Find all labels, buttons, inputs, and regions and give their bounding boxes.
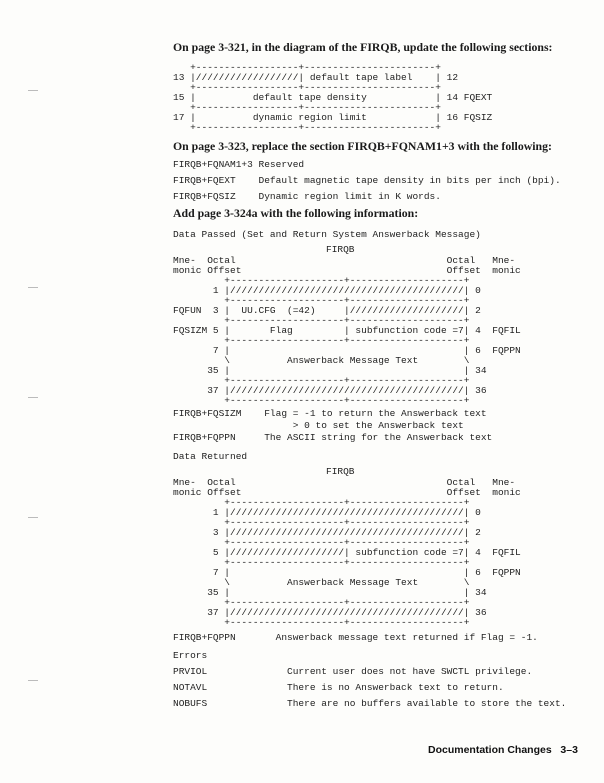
text-line: 7 | | 6 FQPPN	[173, 567, 521, 578]
text-line: +--------------------+--------------------+	[173, 275, 470, 286]
margin-mark	[28, 397, 38, 398]
text-line: Mne- Octal Octal Mne-	[173, 477, 516, 488]
text-line: 35 | | 34	[173, 587, 487, 598]
text-line: 17 | dynamic region limit | 16 FQSIZ	[173, 112, 493, 123]
data-passed-definitions	[173, 408, 492, 444]
text-line: 1 |/////////////////////////////////////////| 0	[173, 285, 481, 296]
text-line: NOTAVL There is no Answerback text to return.	[173, 682, 504, 693]
firqb-diagram-returned	[173, 478, 521, 628]
text-line: > 0 to set the Answerback text	[173, 420, 464, 431]
text-line: Mne- Octal Octal Mne-	[173, 255, 516, 266]
text-line: +------------------+-----------------------+	[173, 82, 441, 93]
text-line: 35 | | 34	[173, 365, 487, 376]
firqb-diagram-update	[173, 63, 492, 133]
text-line: monic Offset Offset monic	[173, 265, 521, 276]
page-footer: Documentation Changes 3–3	[428, 744, 578, 756]
text-line: 37 |/////////////////////////////////////////| 36	[173, 607, 487, 618]
firqb-title-passed: FIRQB	[326, 244, 355, 255]
text-line: FQFUN 3 | UU.CFG (=42) |////////////////////| 2	[173, 305, 481, 316]
text-line: +--------------------+--------------------+	[173, 295, 470, 306]
text-line: NOBUFS There are no buffers available to store the text.	[173, 698, 567, 709]
text-line: +--------------------+--------------------+	[173, 517, 470, 528]
heading-page-3-323: On page 3-323, replace the section FIRQB+FQNAM1+3 with the following:	[173, 139, 552, 153]
data-returned-label: Data Returned	[173, 451, 248, 462]
text-line: +--------------------+--------------------+	[173, 597, 470, 608]
text-line: 13 |//////////////////| default tape label | 12	[173, 72, 459, 83]
text-line: FQSIZM 5 | Flag | subfunction code =7| 4 FQFIL	[173, 325, 521, 336]
text-line: 15 | default tape density | 14 FQEXT	[173, 92, 493, 103]
text-line: +------------------+-----------------------+	[173, 122, 441, 133]
text-line: +------------------+-----------------------+	[173, 102, 441, 113]
definitions-update	[173, 157, 561, 205]
text-line: +--------------------+--------------------+	[173, 537, 470, 548]
firqb-title-returned: FIRQB	[326, 466, 355, 477]
data-returned-definitions	[173, 630, 538, 646]
margin-mark	[28, 680, 38, 681]
text-line: +--------------------+--------------------+	[173, 335, 470, 346]
data-passed-label: Data Passed (Set and Return System Answerback Message)	[173, 229, 481, 240]
text-line: 5 |////////////////////| subfunction code =7| 4 FQFIL	[173, 547, 521, 558]
text-line: \ Answerback Message Text \	[173, 577, 470, 588]
text-line: FIRQB+FQEXT Default magnetic tape density in bits per inch (bpi).	[173, 175, 561, 186]
text-line: +--------------------+--------------------+	[173, 497, 470, 508]
errors-list	[173, 664, 566, 712]
text-line: FIRQB+FQPPN The ASCII string for the Answerback text	[173, 432, 493, 443]
text-line: FIRQB+FQPPN Answerback message text returned if Flag = -1.	[173, 632, 538, 643]
text-line: \ Answerback Message Text \	[173, 355, 470, 366]
margin-mark	[28, 90, 38, 91]
heading-page-3-324a: Add page 3-324a with the following information:	[173, 206, 419, 220]
text-line: 3 |/////////////////////////////////////////| 2	[173, 527, 481, 538]
margin-mark	[28, 287, 38, 288]
text-line: 37 |/////////////////////////////////////////| 36	[173, 385, 487, 396]
text-line: 7 | | 6 FQPPN	[173, 345, 521, 356]
text-line: FIRQB+FQNAM1+3 Reserved	[173, 159, 305, 170]
text-line: FIRQB+FQSIZ Dynamic region limit in K words.	[173, 191, 441, 202]
errors-label: Errors	[173, 650, 208, 661]
text-line: monic Offset Offset monic	[173, 487, 521, 498]
text-line: FIRQB+FQSIZM Flag = -1 to return the Answerback text	[173, 408, 487, 419]
text-line: 1 |/////////////////////////////////////////| 0	[173, 507, 481, 518]
text-line: +--------------------+--------------------+	[173, 375, 470, 386]
text-line: +--------------------+--------------------+	[173, 617, 470, 628]
text-line: PRVIOL Current user does not have SWCTL privilege.	[173, 666, 533, 677]
text-line: +--------------------+--------------------+	[173, 315, 470, 326]
margin-mark	[28, 517, 38, 518]
text-line: +--------------------+--------------------+	[173, 395, 470, 406]
text-line: +--------------------+--------------------+	[173, 557, 470, 568]
firqb-diagram-passed	[173, 256, 521, 406]
heading-page-3-321: On page 3-321, in the diagram of the FIRQB, update the following sections:	[173, 40, 553, 54]
text-line: +------------------+-----------------------+	[173, 62, 441, 73]
